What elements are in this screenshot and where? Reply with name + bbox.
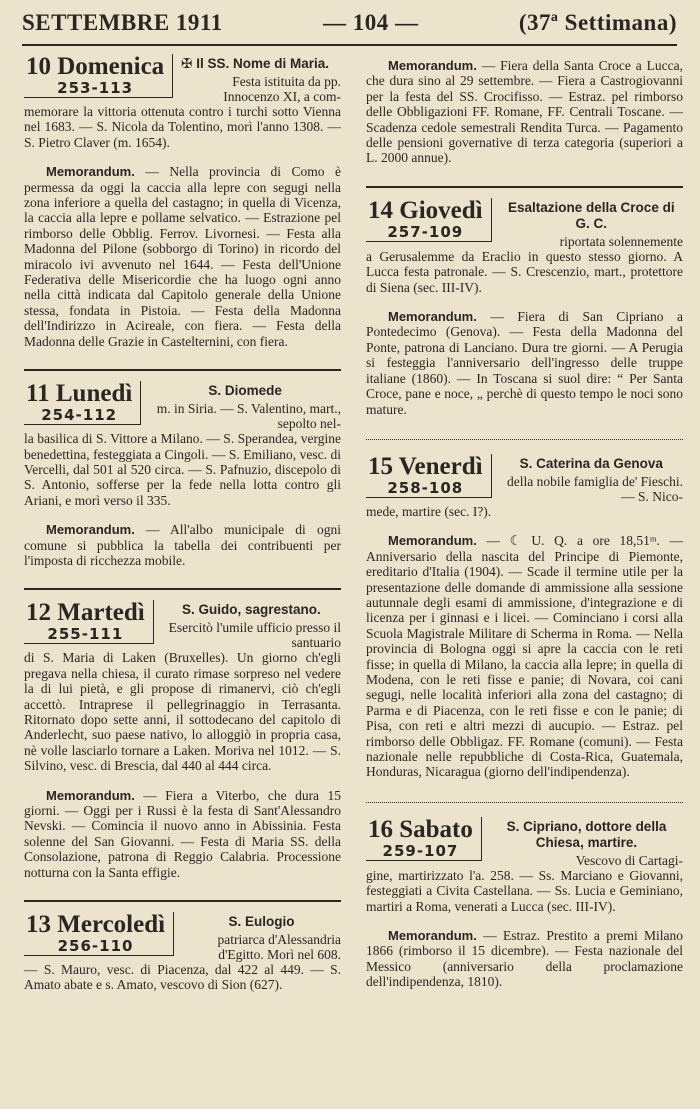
- entry-body: — S. Mauro, vesc. di Piacenza, dal 422 al 449. — S. Amato abate e s. Amato, vescovo di Sion (627).: [24, 962, 341, 993]
- date-box: [24, 381, 141, 425]
- dotted-divider: [366, 439, 683, 440]
- saint-subtext: Vescovo di Cartagi-: [575, 852, 683, 868]
- day-name: 14 Giovedì: [368, 196, 483, 224]
- memorandum-text: — Fiera della Santa Croce a Lucca, che dura sino al 29 settembre. — Fiera a Castrogiovanni per la festa del SS. Crocifisso. — Estraz. pel rimborso delle Obbligazioni FF. Romane, FF. Centrali Toscane. — Scadenza cedole semestrali Rendita Turca. — Pagamento delle pensioni governative di terza categoria (superiori a L. 2000 annue).: [366, 58, 683, 166]
- maltese-cross-icon: ✠: [181, 56, 193, 72]
- day-entry-11: [24, 381, 341, 568]
- day-name: 16 Sabato: [368, 815, 473, 843]
- memorandum: [24, 788, 341, 880]
- day-name: 11 Lunedì: [26, 380, 133, 408]
- memorandum: [366, 533, 683, 780]
- memorandum-continued: [366, 58, 683, 166]
- header-week: (37ª Settimana): [518, 10, 677, 35]
- day-number: 255-111: [47, 625, 124, 644]
- saint-heading: [154, 600, 341, 650]
- memorandum: [366, 309, 683, 417]
- saint-subtext: della nobile famiglia de' Fieschi. — S. Nico-: [506, 473, 683, 504]
- running-header: [22, 10, 677, 40]
- day-entry-15: [366, 454, 683, 780]
- saint-name: S. Cipriano, dottore della Chiesa, martire.: [506, 818, 667, 850]
- memorandum-label: Memorandum.: [388, 533, 477, 549]
- day-entry-10: [24, 54, 341, 349]
- header-page-number: — 104 —: [323, 10, 419, 35]
- section-divider: [366, 186, 683, 188]
- saint-name: S. Eulogio: [228, 914, 295, 930]
- saint-name: S. Guido, sagrestano.: [181, 602, 321, 618]
- date-box: [366, 817, 482, 861]
- memorandum: [366, 928, 683, 990]
- date-box: [24, 54, 173, 98]
- memorandum-text: — All'albo municipale di ogni comune si pubblica la tabella dei contribuenti per l'imposta di ricchezza mobile.: [24, 522, 341, 568]
- saint-heading: [173, 54, 341, 104]
- day-entry-16: [366, 817, 683, 990]
- header-month: SETTEMBRE 1911: [22, 10, 223, 35]
- section-divider: [24, 900, 341, 902]
- saint-heading: [492, 198, 683, 249]
- saint-subtext: Festa istituita da pp. Innocenzo XI, a com-: [223, 74, 341, 104]
- entry-body: gine, martirizzato l'a. 258. — Ss. Marciano e Giovanni, festeggiati a Civita Castellana. — Ss. Lucia e Geminiano, martiri a Roma, venerati a Lucca (sec. III-IV).: [366, 867, 683, 914]
- date-box: [366, 198, 492, 242]
- day-name: 10 Domenica: [26, 53, 165, 80]
- entry-body: memorare la vittoria ottenuta contro i turchi sotto Vienna nel 1683. — S. Nicola da Tolentino, morì l'anno 1308. — S. Pietro Claver (m. 1654).: [24, 104, 341, 150]
- saint-subtext: patriarca d'Alessandria d'Egitto. Morì nel 608.: [217, 932, 341, 963]
- day-entry-14: [366, 198, 683, 417]
- saint-heading: [141, 381, 341, 431]
- memorandum: [24, 522, 341, 568]
- day-name: 15 Venerdì: [368, 452, 483, 480]
- saint-name: S. Caterina da Genova: [519, 455, 663, 471]
- day-number: 258-108: [387, 478, 464, 497]
- saint-subtext: riportata solennemente: [559, 233, 683, 249]
- entry-body: a Gerusalemme da Eraclio in questo stesso giorno. A Lucca festa patronale. — S. Crescenzio, mart., protettore di Siena (sec. III-IV).: [366, 248, 683, 295]
- saint-heading: [174, 912, 341, 962]
- day-number: 257-109: [387, 222, 464, 241]
- date-box: [24, 600, 154, 644]
- section-divider: [24, 369, 341, 371]
- day-entry-13: [24, 912, 341, 993]
- memorandum-label: Memorandum.: [46, 522, 135, 538]
- day-number: 259-107: [382, 841, 459, 860]
- saint-subtext: Esercitò l'umile ufficio presso il santuario: [168, 620, 341, 651]
- memorandum-label: Memorandum.: [388, 58, 477, 73]
- section-divider: [24, 588, 341, 590]
- memorandum-label: Memorandum.: [46, 164, 135, 180]
- day-number: 253-113: [57, 79, 134, 97]
- memorandum-label: Memorandum.: [388, 928, 477, 944]
- right-column: [366, 54, 683, 996]
- memorandum-text: — Fiera a Viterbo, che dura 15 giorni. — Oggi per i Russi è la festa di Sant'Alessandro Nevski. — Comincia il nuovo anno in Abissinia. Festa solenne del San Giovanni. — Festa di Maria SS. della Consolazione, patrona di Reggio Calabria. Processione notturna con la Santa effigie.: [24, 787, 341, 880]
- memorandum: [24, 164, 341, 349]
- day-name: 12 Martedì: [26, 599, 145, 627]
- saint-name: S. Diomede: [208, 383, 282, 399]
- dotted-divider: [366, 802, 683, 803]
- day-name: 13 Mercoledì: [26, 911, 166, 939]
- left-column: [24, 54, 341, 999]
- day-number: 254-112: [41, 406, 118, 425]
- entry-body: mede, martire (sec. I?).: [366, 503, 492, 519]
- memorandum-text: — Nella provincia di Como è permessa da oggi la caccia alla lepre con segugi nella zona inferiore a quella del castagno; in quella di Vicenza, la caccia alla lepre e pollame selvatico. — Estrazione pel rimborso delle Obblig. Ferrov. Livornesi. — Festa alla Madonna del Pilone (sobborgo di Torino) in ricordo del miracolo ivi avvenuto nel 1644. — Festa dell'Unione Federativa delle Misericordie che ha luogo ogni anno nella città indicata dal Capitolo generale della Unione stessa, fondata in Pistoia. — Festa della Madonna dell'Indirizzo in Acireale, con fiera. — Festa della Madonna delle Grazie in Castelternini, con fiera.: [24, 164, 342, 349]
- day-entry-12: [24, 600, 341, 880]
- date-box: [24, 912, 174, 956]
- header-rule: [22, 44, 677, 46]
- saint-heading: [492, 454, 683, 504]
- date-box: [366, 454, 492, 498]
- entry-body: di S. Maria di Laken (Bruxelles). Un giorno ch'egli pregava nella chiesa, il curato rimase sorpreso nel vedere la di lui pietà, e gli propose di rimanervi, ciò ch'egli accettò. Intraprese il pellegrinaggio in Terrasanta. Ritornato dopo sette anni, il sottodecano del capitolo di Anderlecht, suo paese nativo, lo alloggiò in propria casa, nè volle lasciarlo tornare a Laken. Moriva nel 1012. — S. Silvino, vesc. di Brescia, dal 440 al 444 circa.: [24, 650, 341, 774]
- saint-name: Il SS. Nome di Maria.: [196, 56, 330, 71]
- day-number: 256-110: [57, 937, 134, 956]
- saint-subtext: m. in Siria. — S. Valentino, mart., sepolto nel-: [156, 401, 341, 432]
- entry-body: la basilica di S. Vittore a Milano. — S. Sperandea, vergine benedettina, festeggiata a Cingoli. — S. Emiliano, vesc. di Vercelli, dal 501 al 520 circa. — S. Pafnuzio, discepolo di S. Antonio, sofferse per la fede nella lotta contro gli Ariani, e morì verso il 335.: [24, 431, 341, 508]
- saint-name: Esaltazione della Croce di G. C.: [508, 199, 675, 231]
- memorandum-text: — ☾ U. Q. a ore 18,51ᵐ. — Anniversario della nascita del Principe di Piemonte, ereditario d'Italia (1904). — Scade il termine utile per la presentazione delle domande di ammissione alla sessione autunnale degli esami di ammissione, d'integrazione e di licenza per i ginnasi e i licei. — Cominciano i corsi alla Scuola Magistrale Militare di Scherma in Roma. — Nella provincia di Bologna oggi si apre la caccia con le reti fisse; in quella di Milano, la caccia alla lepre; in quella di Modena, con le reti fisse e panie; di Novara, coi cani segugi, nelle località inferiori alla zona del castagno; di Parma e di Piacenza, con le reti fisse e con le panie; di Pisa, con reti e altri mezzi di aucupio. — Estraz. pel rimborso delle Obbligaz. FF. Romane (comuni). — Festa nazionale nelle repubbliche di Costa-Rica, Guatemala, Honduras, Nicaragua (giorno dell'indipendenza).: [366, 533, 683, 780]
- memorandum-text: — Estraz. Prestito a premi Milano 1866 (rimborso il 15 dicembre). — Festa nazionale del Messico (anniversario della proclamazione dell'indipendenza, 1810).: [366, 928, 684, 990]
- memorandum-label: Memorandum.: [388, 309, 477, 325]
- memorandum-label: Memorandum.: [46, 787, 135, 803]
- saint-heading: [482, 817, 683, 868]
- memorandum-text: — Fiera di San Cipriano a Pontedecimo (Genova). — Festa della Madonna del Ponte, patrona di Lanciano. Dura tre giorni. — A Perugia si festeggia l'anniversario dell'ingresso delle truppe italiane (1860). — In Toscana si suol dire: “ Per Santa Croce, pane e noce, „ perchè di questo tempo le noci sono mature.: [366, 309, 684, 417]
